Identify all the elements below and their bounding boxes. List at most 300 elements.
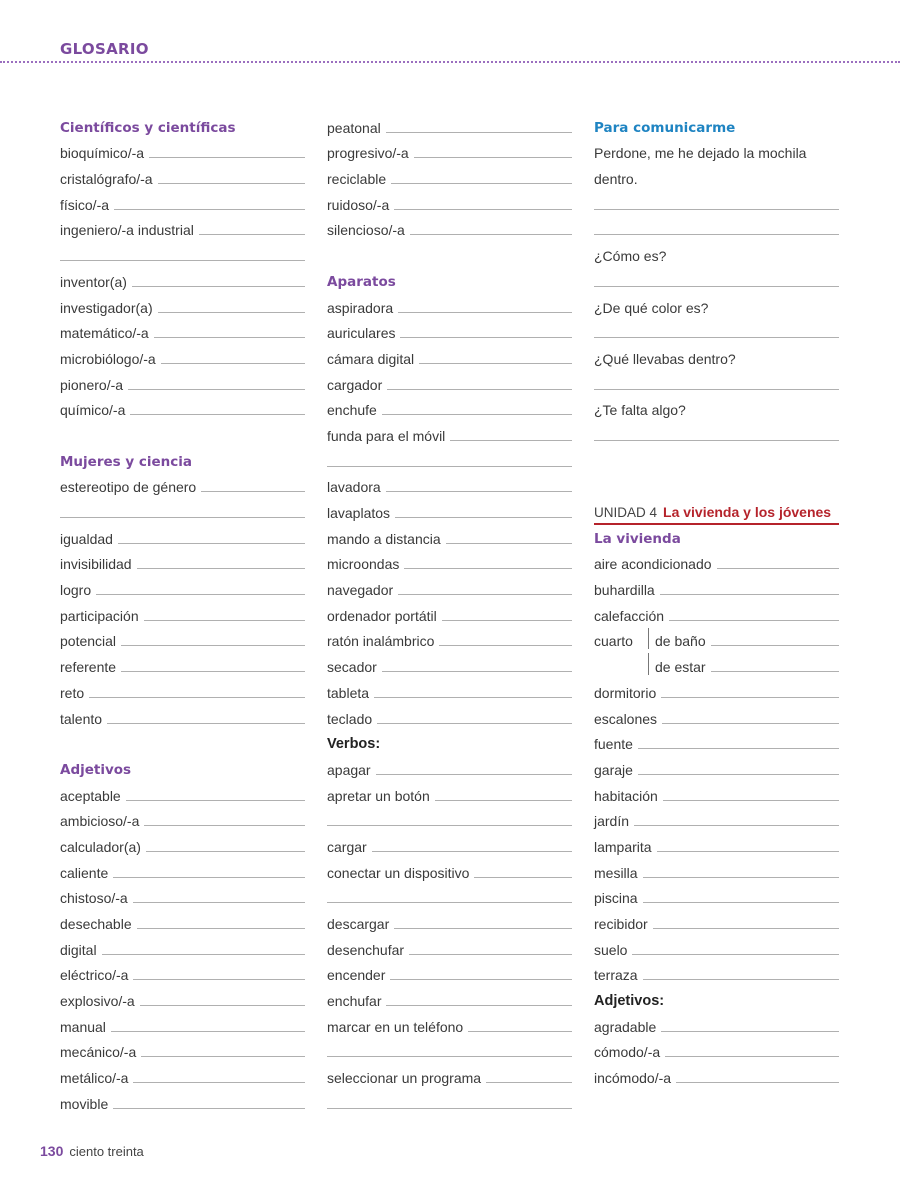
write-line bbox=[594, 320, 839, 346]
write-line-rule bbox=[372, 851, 572, 852]
phrase-text bbox=[594, 242, 839, 268]
write-line-rule bbox=[414, 157, 572, 158]
write-line-rule bbox=[676, 1082, 839, 1083]
glossary-entry bbox=[327, 833, 572, 859]
glossary-term: ratón inalámbrico bbox=[327, 633, 435, 650]
spacer bbox=[594, 474, 839, 500]
glossary-entry bbox=[60, 782, 305, 808]
phrase-text bbox=[594, 140, 839, 166]
page-number-words: ciento treinta bbox=[69, 1144, 144, 1159]
glossary-entry bbox=[60, 525, 305, 551]
write-line-rule bbox=[137, 568, 305, 569]
section-heading bbox=[594, 114, 839, 140]
write-line-rule bbox=[450, 440, 572, 441]
write-line bbox=[594, 422, 839, 448]
glossary-term: caliente bbox=[60, 864, 109, 881]
write-line bbox=[594, 371, 839, 397]
glossary-term: enchufar bbox=[327, 993, 382, 1010]
write-line-rule bbox=[128, 389, 305, 390]
glossary-entry bbox=[594, 705, 839, 731]
glossary-term: incómodo/-a bbox=[594, 1070, 672, 1087]
write-line bbox=[594, 217, 839, 243]
glossary-term: referente bbox=[60, 659, 117, 676]
write-line-rule bbox=[114, 209, 305, 210]
write-line-rule bbox=[394, 928, 572, 929]
glossary-term: encender bbox=[327, 967, 386, 984]
glossary-entry bbox=[327, 679, 572, 705]
page-number: 130 bbox=[40, 1143, 64, 1159]
glossary-entry bbox=[60, 217, 305, 243]
write-line-rule bbox=[113, 1108, 305, 1109]
write-line-rule bbox=[662, 723, 839, 724]
subsection-heading-text: Verbos: bbox=[327, 736, 381, 753]
write-line-rule bbox=[395, 517, 572, 518]
glossary-entry bbox=[327, 628, 572, 654]
glossary-entry bbox=[327, 987, 572, 1013]
write-line bbox=[327, 808, 572, 834]
glossary-entry bbox=[60, 320, 305, 346]
phrase-text-text: dentro. bbox=[594, 171, 638, 188]
glossary-term: ingeniero/-a industrial bbox=[60, 222, 194, 239]
glossary-term: tableta bbox=[327, 684, 370, 701]
write-line bbox=[594, 191, 839, 217]
write-line bbox=[327, 1039, 572, 1065]
write-line-rule bbox=[111, 1031, 305, 1032]
glossary-entry bbox=[60, 474, 305, 500]
glossary-entry bbox=[60, 936, 305, 962]
write-line-rule bbox=[387, 389, 572, 390]
glossary-term: descargar bbox=[327, 916, 390, 932]
glossary-entry bbox=[60, 576, 305, 602]
write-line-rule bbox=[594, 389, 839, 390]
glossary-term: cargador bbox=[327, 376, 383, 393]
section-heading-text: Adjetivos bbox=[60, 761, 132, 778]
write-line-rule bbox=[327, 825, 572, 826]
glossary-entry bbox=[60, 165, 305, 191]
glossary-term: movible bbox=[60, 1095, 109, 1112]
write-line-rule bbox=[161, 363, 305, 364]
glossary-entry bbox=[327, 525, 572, 551]
write-line bbox=[327, 448, 572, 474]
write-line-rule bbox=[96, 594, 305, 595]
write-line-rule bbox=[199, 234, 305, 235]
glossary-entry bbox=[327, 191, 572, 217]
write-line-rule bbox=[137, 928, 305, 929]
glossary-term: auriculares bbox=[327, 325, 396, 342]
subsection-heading bbox=[594, 987, 839, 1013]
glossary-term: físico/-a bbox=[60, 196, 110, 213]
glossary-term: dormitorio bbox=[594, 684, 657, 701]
glossary-term: fuente bbox=[594, 736, 633, 753]
glossary-entry bbox=[60, 397, 305, 423]
glossary-entry bbox=[594, 1013, 839, 1039]
glossary-term: aspiradora bbox=[327, 299, 394, 316]
spacer bbox=[327, 242, 572, 268]
section-heading-text: La vivienda bbox=[594, 530, 681, 547]
section-heading-text: Científicos y científicas bbox=[60, 119, 236, 136]
write-line-rule bbox=[638, 748, 839, 749]
write-line-rule bbox=[382, 671, 572, 672]
glossary-term: garaje bbox=[594, 761, 633, 778]
write-line-rule bbox=[149, 157, 305, 158]
glossary-term: cámara digital bbox=[327, 350, 415, 367]
glossary-term: recibidor bbox=[594, 916, 648, 932]
page-section-title: GLOSARIO bbox=[60, 40, 149, 58]
write-line-rule bbox=[386, 491, 572, 492]
write-line-rule bbox=[661, 697, 839, 698]
unit-heading bbox=[594, 499, 839, 525]
write-line bbox=[327, 885, 572, 911]
glossary-entry bbox=[327, 397, 572, 423]
write-line-rule bbox=[133, 902, 305, 903]
glossary-entry bbox=[594, 756, 839, 782]
glossary-term: buhardilla bbox=[594, 582, 655, 599]
glossary-entry bbox=[594, 808, 839, 834]
glossary-term: cuarto bbox=[594, 633, 633, 650]
glossary-term: escalones bbox=[594, 710, 658, 727]
write-line-rule bbox=[102, 954, 305, 955]
glossary-entry bbox=[594, 731, 839, 757]
write-line-rule bbox=[643, 979, 839, 980]
write-line-rule bbox=[663, 800, 839, 801]
glossary-entry bbox=[327, 910, 572, 936]
write-line-rule bbox=[390, 979, 572, 980]
glossary-term: digital bbox=[60, 941, 97, 958]
glossary-term: inventor(a) bbox=[60, 273, 127, 290]
section-heading bbox=[60, 448, 305, 474]
subsection-heading bbox=[327, 731, 572, 757]
glossary-term: manual bbox=[60, 1018, 106, 1035]
write-line-rule bbox=[327, 1056, 572, 1057]
glossary-entry bbox=[60, 910, 305, 936]
glossary-entry bbox=[60, 808, 305, 834]
glossary-term: enchufe bbox=[327, 402, 377, 419]
glossary-term: aire acondicionado bbox=[594, 556, 712, 573]
glossary-entry bbox=[327, 756, 572, 782]
write-line-rule bbox=[717, 568, 839, 569]
glossary-term: seleccionar un programa bbox=[327, 1070, 482, 1087]
glossary-term: secador bbox=[327, 659, 377, 676]
write-line-rule bbox=[643, 902, 839, 903]
glossary-entry bbox=[60, 1090, 305, 1116]
glossary-term: cargar bbox=[327, 838, 367, 855]
write-line-rule bbox=[435, 800, 572, 801]
glossary-entry bbox=[327, 217, 572, 243]
glossary-entry bbox=[594, 653, 839, 679]
glossary-term: explosivo/-a bbox=[60, 993, 135, 1010]
glossary-entry bbox=[327, 962, 572, 988]
glossary-term: aceptable bbox=[60, 787, 121, 804]
write-line bbox=[60, 242, 305, 268]
phrase-text-text: ¿Cómo es? bbox=[594, 248, 667, 265]
glossary-column-3 bbox=[594, 114, 839, 1090]
glossary-subterm: de estar bbox=[648, 653, 706, 675]
glossary-entry bbox=[60, 705, 305, 731]
glossary-term: reto bbox=[60, 684, 85, 701]
spacer bbox=[60, 422, 305, 448]
dotted-divider bbox=[0, 61, 900, 63]
glossary-term: silencioso/-a bbox=[327, 222, 405, 239]
write-line-rule bbox=[201, 491, 305, 492]
write-line-rule bbox=[632, 954, 839, 955]
write-line-rule bbox=[374, 697, 572, 698]
glossary-entry bbox=[594, 782, 839, 808]
glossary-column-2 bbox=[327, 114, 572, 1116]
glossary-entry bbox=[327, 422, 572, 448]
glossary-term: teclado bbox=[327, 710, 373, 727]
glossary-term: logro bbox=[60, 582, 92, 599]
glossary-column-1 bbox=[60, 114, 305, 1116]
glossary-term: funda para el móvil bbox=[327, 427, 446, 444]
glossary-term: calculador(a) bbox=[60, 838, 141, 855]
unit-title: La vivienda y los jóvenes bbox=[663, 504, 832, 520]
write-line-rule bbox=[126, 800, 305, 801]
write-line-rule bbox=[400, 337, 572, 338]
glossary-entry bbox=[60, 628, 305, 654]
glossary-entry bbox=[60, 859, 305, 885]
section-heading-text: Para comunicarme bbox=[594, 119, 736, 136]
write-line-rule bbox=[594, 234, 839, 235]
glossary-entry bbox=[327, 140, 572, 166]
glossary-entry bbox=[60, 551, 305, 577]
glossary-term: metálico/-a bbox=[60, 1070, 129, 1087]
glossary-term: bioquímico/-a bbox=[60, 145, 145, 162]
write-line-rule bbox=[468, 1031, 572, 1032]
glossary-term: apagar bbox=[327, 761, 371, 778]
glossary-entry bbox=[327, 576, 572, 602]
write-line-rule bbox=[382, 414, 572, 415]
write-line-rule bbox=[141, 1056, 305, 1057]
glossary-entry bbox=[60, 679, 305, 705]
glossary-term: apretar un botón bbox=[327, 787, 430, 804]
glossary-entry bbox=[60, 1013, 305, 1039]
write-line-rule bbox=[60, 260, 305, 261]
write-line-rule bbox=[661, 1031, 839, 1032]
write-line-rule bbox=[594, 440, 839, 441]
glossary-entry bbox=[327, 474, 572, 500]
write-line-rule bbox=[146, 851, 305, 852]
glossary-term: peatonal bbox=[327, 119, 381, 136]
glossary-entry bbox=[60, 885, 305, 911]
glossary-term: talento bbox=[60, 710, 103, 727]
write-line-rule bbox=[404, 568, 572, 569]
glossary-term: mando a distancia bbox=[327, 530, 441, 547]
section-heading bbox=[594, 525, 839, 551]
write-line-rule bbox=[643, 877, 839, 878]
glossary-term: ordenador portátil bbox=[327, 607, 437, 624]
write-line-rule bbox=[144, 825, 305, 826]
glossary-term: terraza bbox=[594, 967, 638, 984]
glossary-entry bbox=[327, 602, 572, 628]
glossary-term: habitación bbox=[594, 787, 658, 804]
glossary-entry bbox=[327, 294, 572, 320]
write-line bbox=[594, 268, 839, 294]
glossary-entry bbox=[60, 191, 305, 217]
write-line-rule bbox=[158, 183, 305, 184]
section-heading bbox=[60, 114, 305, 140]
glossary-term: lamparita bbox=[594, 838, 652, 855]
phrase-text-text: ¿Te falta algo? bbox=[594, 402, 686, 419]
glossary-entry bbox=[60, 268, 305, 294]
glossary-entry bbox=[594, 551, 839, 577]
write-line-rule bbox=[158, 312, 305, 313]
write-line-rule bbox=[398, 312, 572, 313]
glossary-term: potencial bbox=[60, 633, 117, 650]
glossary-entry bbox=[60, 602, 305, 628]
write-line-rule bbox=[133, 1082, 305, 1083]
write-line-rule bbox=[439, 645, 572, 646]
write-line-rule bbox=[60, 517, 305, 518]
glossary-subterm: de baño bbox=[648, 628, 706, 650]
glossary-term: reciclable bbox=[327, 171, 387, 188]
unit-label: UNIDAD 4 bbox=[594, 505, 658, 520]
spacer bbox=[60, 731, 305, 757]
glossary-term: suelo bbox=[594, 941, 628, 958]
glossary-entry bbox=[327, 551, 572, 577]
glossary-term: marcar en un teléfono bbox=[327, 1018, 464, 1035]
write-line-rule bbox=[398, 594, 572, 595]
glossary-entry bbox=[327, 782, 572, 808]
write-line-rule bbox=[107, 723, 305, 724]
section-heading bbox=[327, 268, 572, 294]
glossary-entry bbox=[60, 962, 305, 988]
write-line-rule bbox=[669, 620, 839, 621]
write-line-rule bbox=[474, 877, 572, 878]
write-line-rule bbox=[394, 209, 572, 210]
phrase-text-text: ¿De qué color es? bbox=[594, 299, 709, 316]
glossary-entry bbox=[327, 320, 572, 346]
glossary-term: chistoso/-a bbox=[60, 890, 128, 907]
glossary-entry bbox=[594, 1039, 839, 1065]
write-line-rule bbox=[144, 620, 305, 621]
glossary-term: igualdad bbox=[60, 530, 113, 547]
glossary-term: cómodo/-a bbox=[594, 1044, 661, 1061]
glossary-entry bbox=[327, 371, 572, 397]
glossary-entry bbox=[594, 833, 839, 859]
write-line-rule bbox=[409, 954, 572, 955]
write-line-rule bbox=[118, 543, 305, 544]
write-line bbox=[327, 1090, 572, 1116]
glossary-term: agradable bbox=[594, 1018, 657, 1035]
write-line-rule bbox=[594, 337, 839, 338]
glossary-entry bbox=[594, 679, 839, 705]
write-line-rule bbox=[653, 928, 839, 929]
write-line-rule bbox=[410, 234, 572, 235]
write-line-rule bbox=[386, 1005, 572, 1006]
glossary-entry bbox=[594, 885, 839, 911]
glossary-entry bbox=[60, 371, 305, 397]
glossary-term: pionero/-a bbox=[60, 376, 124, 393]
glossary-entry bbox=[327, 499, 572, 525]
glossary-entry bbox=[327, 1064, 572, 1090]
glossary-term: navegador bbox=[327, 582, 394, 599]
section-heading bbox=[60, 756, 305, 782]
write-line-rule bbox=[327, 466, 572, 467]
write-line-rule bbox=[130, 414, 305, 415]
glossary-entry bbox=[594, 936, 839, 962]
write-line-rule bbox=[442, 620, 572, 621]
glossary-term: químico/-a bbox=[60, 402, 126, 419]
glossary-entry bbox=[327, 859, 572, 885]
glossary-entry bbox=[594, 1064, 839, 1090]
glossary-term: lavaplatos bbox=[327, 505, 391, 521]
glossary-term: mecánico/-a bbox=[60, 1044, 137, 1061]
glossary-term: cristalógrafo/-a bbox=[60, 171, 153, 188]
glossary-term: invisibilidad bbox=[60, 556, 132, 573]
write-line-rule bbox=[711, 671, 839, 672]
glossary-entry bbox=[60, 653, 305, 679]
glossary-entry bbox=[594, 576, 839, 602]
glossary-entry bbox=[327, 705, 572, 731]
glossary-entry bbox=[594, 628, 839, 654]
glossary-entry bbox=[60, 345, 305, 371]
write-line-rule bbox=[140, 1005, 305, 1006]
glossary-term: investigador(a) bbox=[60, 299, 153, 316]
write-line-rule bbox=[133, 979, 305, 980]
write-line-rule bbox=[657, 851, 839, 852]
glossary-term: lavadora bbox=[327, 479, 381, 496]
glossary-entry bbox=[594, 910, 839, 936]
spacer bbox=[594, 448, 839, 474]
phrase-text bbox=[594, 345, 839, 371]
glossary-term: piscina bbox=[594, 890, 638, 907]
glossary-term: mesilla bbox=[594, 864, 638, 881]
section-heading-text: Mujeres y ciencia bbox=[60, 453, 193, 470]
glossary-term: desenchufar bbox=[327, 941, 405, 958]
glossary-entry bbox=[594, 859, 839, 885]
write-line-rule bbox=[113, 877, 305, 878]
write-line-rule bbox=[121, 671, 305, 672]
glossary-term: ambicioso/-a bbox=[60, 813, 140, 830]
glossary-entry bbox=[60, 833, 305, 859]
write-line-rule bbox=[386, 132, 572, 133]
glossary-term: estereotipo de género bbox=[60, 479, 197, 496]
glossary-entry bbox=[60, 987, 305, 1013]
glossary-entry bbox=[594, 962, 839, 988]
glossary-entry bbox=[60, 1064, 305, 1090]
write-line-rule bbox=[634, 825, 839, 826]
write-line-rule bbox=[665, 1056, 839, 1057]
write-line-rule bbox=[327, 902, 572, 903]
section-heading-text: Aparatos bbox=[327, 273, 396, 290]
page-footer bbox=[40, 1143, 144, 1159]
glossary-entry bbox=[327, 936, 572, 962]
glossary-term: calefacción bbox=[594, 607, 665, 624]
glossary-term: conectar un dispositivo bbox=[327, 864, 470, 881]
write-line-rule bbox=[711, 645, 839, 646]
glossary-entry bbox=[327, 114, 572, 140]
glossary-entry bbox=[60, 140, 305, 166]
glossary-entry bbox=[60, 294, 305, 320]
glossary-term: ruidoso/-a bbox=[327, 196, 390, 213]
glossary-term: participación bbox=[60, 607, 139, 624]
glossary-entry bbox=[594, 602, 839, 628]
write-line-rule bbox=[660, 594, 839, 595]
write-line-rule bbox=[89, 697, 305, 698]
write-line-rule bbox=[594, 286, 839, 287]
subsection-heading-text: Adjetivos: bbox=[594, 993, 665, 1010]
glossary-entry bbox=[60, 1039, 305, 1065]
phrase-text bbox=[594, 397, 839, 423]
write-line bbox=[60, 499, 305, 525]
phrase-text-text: Perdone, me he dejado la mochila bbox=[594, 145, 807, 162]
write-line-rule bbox=[376, 774, 572, 775]
glossary-entry bbox=[327, 165, 572, 191]
glossary-term: microondas bbox=[327, 556, 400, 573]
phrase-text-text: ¿Qué llevabas dentro? bbox=[594, 350, 736, 367]
glossary-term: eléctrico/-a bbox=[60, 967, 129, 984]
glossary-entry bbox=[327, 1013, 572, 1039]
